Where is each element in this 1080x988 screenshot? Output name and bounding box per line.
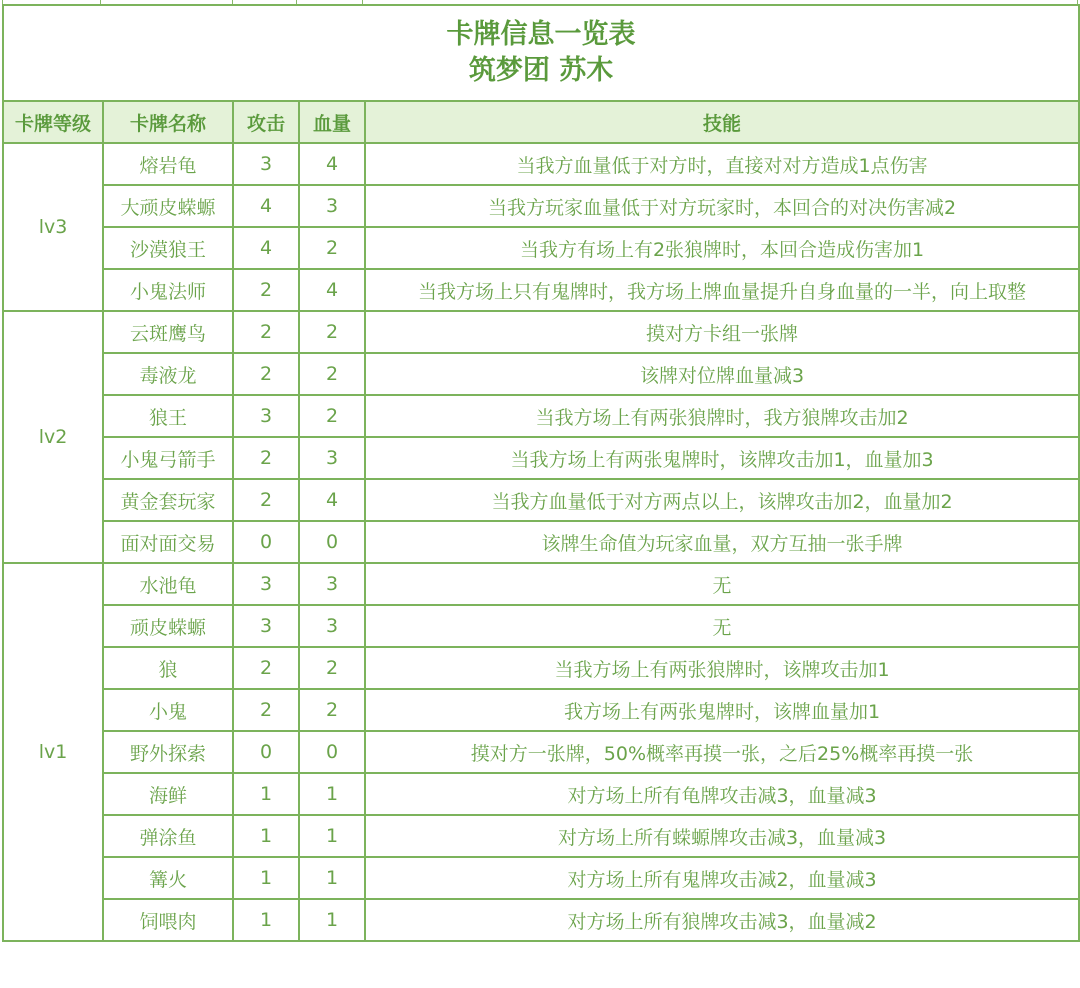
skill-cell: 无 bbox=[365, 605, 1079, 647]
attack-cell: 2 bbox=[233, 269, 299, 311]
card-table bbox=[2, 4, 1080, 942]
card-name-cell: 海鲜 bbox=[103, 773, 233, 815]
table-row bbox=[3, 437, 1079, 479]
card-table-body bbox=[3, 143, 1079, 941]
attack-cell: 2 bbox=[233, 689, 299, 731]
hp-cell: 1 bbox=[299, 899, 365, 941]
attack-cell: 2 bbox=[233, 647, 299, 689]
table-row bbox=[3, 857, 1079, 899]
hp-cell: 4 bbox=[299, 479, 365, 521]
hp-cell: 3 bbox=[299, 437, 365, 479]
card-name-cell: 水池龟 bbox=[103, 563, 233, 605]
attack-cell: 1 bbox=[233, 815, 299, 857]
hp-cell: 2 bbox=[299, 689, 365, 731]
hp-cell: 2 bbox=[299, 647, 365, 689]
card-name-cell: 小鬼弓箭手 bbox=[103, 437, 233, 479]
attack-cell: 1 bbox=[233, 773, 299, 815]
table-row bbox=[3, 605, 1079, 647]
table-row bbox=[3, 815, 1079, 857]
hp-cell: 1 bbox=[299, 857, 365, 899]
skill-cell: 对方场上所有鬼牌攻击减2，血量减3 bbox=[365, 857, 1079, 899]
skill-cell: 当我方场上只有鬼牌时，我方场上牌血量提升自身血量的一半，向上取整 bbox=[365, 269, 1079, 311]
card-name-cell: 小鬼法师 bbox=[103, 269, 233, 311]
skill-cell: 当我方玩家血量低于对方玩家时，本回合的对决伤害减2 bbox=[365, 185, 1079, 227]
card-name-cell: 面对面交易 bbox=[103, 521, 233, 563]
table-row bbox=[3, 395, 1079, 437]
hp-cell: 3 bbox=[299, 563, 365, 605]
skill-cell: 当我方血量低于对方时，直接对对方造成1点伤害 bbox=[365, 143, 1079, 185]
title-cell bbox=[3, 5, 1079, 101]
card-name-cell: 饲喂肉 bbox=[103, 899, 233, 941]
hp-cell: 1 bbox=[299, 815, 365, 857]
hp-cell: 3 bbox=[299, 185, 365, 227]
skill-cell: 对方场上所有龟牌攻击减3，血量减3 bbox=[365, 773, 1079, 815]
table-row bbox=[3, 227, 1079, 269]
table-row bbox=[3, 185, 1079, 227]
attack-cell: 4 bbox=[233, 227, 299, 269]
table-title: 卡牌信息一览表 bbox=[446, 19, 636, 50]
attack-cell: 0 bbox=[233, 521, 299, 563]
card-name-cell: 野外探索 bbox=[103, 731, 233, 773]
table-row bbox=[3, 563, 1079, 605]
skill-cell: 摸对方一张牌，50%概率再摸一张，之后25%概率再摸一张 bbox=[365, 731, 1079, 773]
table-row bbox=[3, 689, 1079, 731]
card-name-cell: 狼 bbox=[103, 647, 233, 689]
hp-cell: 0 bbox=[299, 521, 365, 563]
attack-cell: 1 bbox=[233, 857, 299, 899]
card-name-cell: 熔岩龟 bbox=[103, 143, 233, 185]
card-name-cell: 狼王 bbox=[103, 395, 233, 437]
skill-cell: 对方场上所有狼牌攻击减3，血量减2 bbox=[365, 899, 1079, 941]
card-name-cell: 大顽皮蝾螈 bbox=[103, 185, 233, 227]
table-row bbox=[3, 269, 1079, 311]
hp-cell: 3 bbox=[299, 605, 365, 647]
skill-cell: 当我方场上有两张狼牌时，我方狼牌攻击加2 bbox=[365, 395, 1079, 437]
card-name-cell: 弹涂鱼 bbox=[103, 815, 233, 857]
skill-cell: 当我方血量低于对方两点以上，该牌攻击加2，血量加2 bbox=[365, 479, 1079, 521]
header-attack: 攻击 bbox=[233, 101, 299, 143]
card-name-cell: 沙漠狼王 bbox=[103, 227, 233, 269]
attack-cell: 4 bbox=[233, 185, 299, 227]
level-cell: lv1 bbox=[3, 563, 103, 941]
skill-cell: 无 bbox=[365, 563, 1079, 605]
skill-cell: 摸对方卡组一张牌 bbox=[365, 311, 1079, 353]
attack-cell: 3 bbox=[233, 605, 299, 647]
attack-cell: 2 bbox=[233, 311, 299, 353]
table-row bbox=[3, 731, 1079, 773]
attack-cell: 1 bbox=[233, 899, 299, 941]
card-name-cell: 小鬼 bbox=[103, 689, 233, 731]
card-name-cell: 毒液龙 bbox=[103, 353, 233, 395]
skill-cell: 该牌生命值为玩家血量，双方互抽一张手牌 bbox=[365, 521, 1079, 563]
header-level: 卡牌等级 bbox=[3, 101, 103, 143]
attack-cell: 3 bbox=[233, 563, 299, 605]
skill-cell: 对方场上所有蝾螈牌攻击减3，血量减3 bbox=[365, 815, 1079, 857]
card-name-cell: 顽皮蝾螈 bbox=[103, 605, 233, 647]
attack-cell: 2 bbox=[233, 437, 299, 479]
table-row bbox=[3, 143, 1079, 185]
attack-cell: 3 bbox=[233, 143, 299, 185]
header-skill: 技能 bbox=[365, 101, 1079, 143]
header-hp: 血量 bbox=[299, 101, 365, 143]
attack-cell: 3 bbox=[233, 395, 299, 437]
hp-cell: 2 bbox=[299, 227, 365, 269]
card-name-cell: 篝火 bbox=[103, 857, 233, 899]
table-row bbox=[3, 773, 1079, 815]
hp-cell: 4 bbox=[299, 269, 365, 311]
table-subtitle: 筑梦团 苏木 bbox=[468, 55, 614, 86]
header-row bbox=[3, 101, 1079, 143]
hp-cell: 0 bbox=[299, 731, 365, 773]
table-row bbox=[3, 479, 1079, 521]
table-row bbox=[3, 311, 1079, 353]
attack-cell: 0 bbox=[233, 731, 299, 773]
attack-cell: 2 bbox=[233, 353, 299, 395]
card-name-cell: 云斑鹰鸟 bbox=[103, 311, 233, 353]
hp-cell: 2 bbox=[299, 395, 365, 437]
table-row bbox=[3, 647, 1079, 689]
skill-cell: 当我方有场上有2张狼牌时，本回合造成伤害加1 bbox=[365, 227, 1079, 269]
skill-cell: 当我方场上有两张狼牌时，该牌攻击加1 bbox=[365, 647, 1079, 689]
header-name: 卡牌名称 bbox=[103, 101, 233, 143]
table-row bbox=[3, 353, 1079, 395]
table-row bbox=[3, 521, 1079, 563]
card-name-cell: 黄金套玩家 bbox=[103, 479, 233, 521]
level-cell: lv2 bbox=[3, 311, 103, 563]
attack-cell: 2 bbox=[233, 479, 299, 521]
table-row bbox=[3, 899, 1079, 941]
hp-cell: 4 bbox=[299, 143, 365, 185]
hp-cell: 1 bbox=[299, 773, 365, 815]
hp-cell: 2 bbox=[299, 311, 365, 353]
skill-cell: 该牌对位牌血量减3 bbox=[365, 353, 1079, 395]
skill-cell: 我方场上有两张鬼牌时，该牌血量加1 bbox=[365, 689, 1079, 731]
hp-cell: 2 bbox=[299, 353, 365, 395]
skill-cell: 当我方场上有两张鬼牌时，该牌攻击加1，血量加3 bbox=[365, 437, 1079, 479]
level-cell: lv3 bbox=[3, 143, 103, 311]
